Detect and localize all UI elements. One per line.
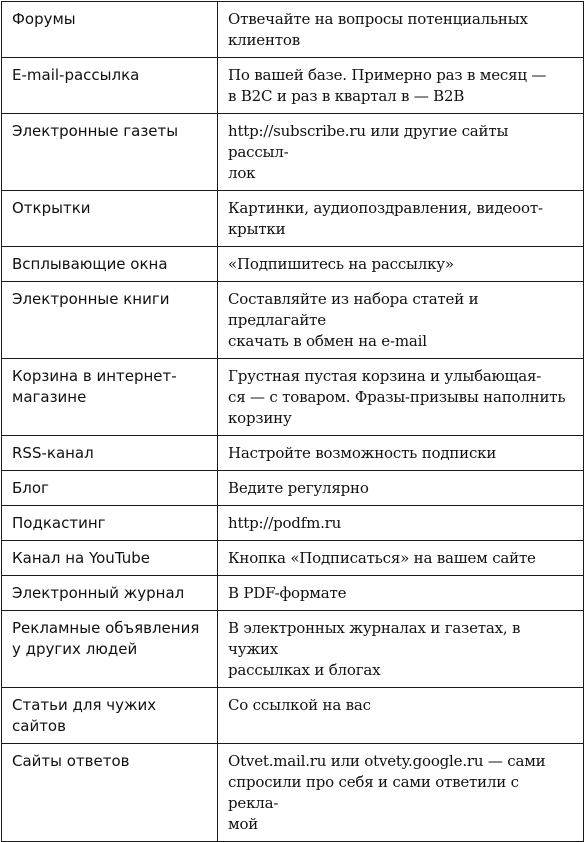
channel-name-cell xyxy=(2,114,218,191)
channel-description: Ведите регулярно xyxy=(228,479,369,497)
channel-name-cell xyxy=(2,2,218,58)
table-row xyxy=(2,58,584,114)
channel-description: По вашей базе. Примерно раз в месяц — в B2C и раз в квартал в — B2B xyxy=(228,66,547,105)
channel-name: Электронные газеты xyxy=(12,122,179,140)
channel-description: Настройте возможность подписки xyxy=(228,444,497,462)
channel-description-cell xyxy=(218,191,584,247)
channel-description: http://podfm.ru xyxy=(228,514,342,532)
channel-name-cell xyxy=(2,688,218,744)
channel-name: Канал на YouTube xyxy=(12,549,150,567)
channel-name-cell xyxy=(2,744,218,842)
table-row xyxy=(2,282,584,359)
channel-name-cell xyxy=(2,247,218,282)
table-row xyxy=(2,191,584,247)
channel-description-cell xyxy=(218,58,584,114)
channel-description: В PDF-формате xyxy=(228,584,347,602)
table-row xyxy=(2,688,584,744)
channel-name: Рекламные объявления у других людей xyxy=(12,619,200,658)
channel-name-cell xyxy=(2,58,218,114)
channel-name-cell xyxy=(2,191,218,247)
table-row xyxy=(2,247,584,282)
channel-description-cell xyxy=(218,744,584,842)
table-body xyxy=(2,2,584,842)
channel-name: Статьи для чужих сайтов xyxy=(12,696,157,735)
table-row xyxy=(2,359,584,436)
channel-name: Блог xyxy=(12,479,49,497)
table-row xyxy=(2,471,584,506)
channel-name: Всплывающие окна xyxy=(12,255,168,273)
channel-name: Сайты ответов xyxy=(12,752,130,770)
channel-name: Электронные книги xyxy=(12,290,170,308)
channel-name-cell xyxy=(2,611,218,688)
channel-description: «Подпишитесь на рассылку» xyxy=(228,255,454,273)
table-row xyxy=(2,436,584,471)
channel-description: В электронных журналах и газетах, в чужих рассылках и блогах xyxy=(228,619,521,679)
channel-name: RSS-канал xyxy=(12,444,94,462)
channel-description-cell xyxy=(218,436,584,471)
channel-description-cell xyxy=(218,576,584,611)
table-row xyxy=(2,114,584,191)
channel-name: E-mail-рассылка xyxy=(12,66,140,84)
channel-name-cell xyxy=(2,576,218,611)
channel-description: Otvet.mail.ru или otvety.google.ru — сами спросили про себя и сами ответили с рекла- мой xyxy=(228,752,546,833)
channel-name: Электронный журнал xyxy=(12,584,185,602)
table-row xyxy=(2,611,584,688)
channel-description-cell xyxy=(218,359,584,436)
channel-description-cell xyxy=(218,506,584,541)
channel-description: Составляйте из набора статей и предлагайте скачать в обмен на e-mail xyxy=(228,290,479,350)
channel-description-cell xyxy=(218,688,584,744)
channel-name-cell xyxy=(2,359,218,436)
channel-description: http://subscribe.ru или другие сайты рассыл- лок xyxy=(228,122,509,182)
channel-description-cell xyxy=(218,471,584,506)
table-row xyxy=(2,744,584,842)
channel-name: Форумы xyxy=(12,10,76,28)
channel-name-cell xyxy=(2,541,218,576)
channel-name: Открытки xyxy=(12,199,91,217)
channel-description-cell xyxy=(218,541,584,576)
subscription-channels-table xyxy=(1,1,584,842)
channel-name: Подкастинг xyxy=(12,514,106,532)
channel-name-cell xyxy=(2,506,218,541)
subscription-channels-table-container xyxy=(0,1,584,833)
table-row xyxy=(2,506,584,541)
channel-description: Грустная пустая корзина и улыбающая- ся — с товаром. Фразы-призывы наполнить корзину xyxy=(228,367,566,427)
channel-description-cell xyxy=(218,611,584,688)
channel-description-cell xyxy=(218,282,584,359)
channel-name: Корзина в интернет- магазине xyxy=(12,367,177,406)
channel-description: Со ссылкой на вас xyxy=(228,696,371,714)
table-row xyxy=(2,541,584,576)
channel-name-cell xyxy=(2,436,218,471)
channel-description: Картинки, аудиопоздравления, видеоот- крытки xyxy=(228,199,543,238)
channel-name-cell xyxy=(2,471,218,506)
channel-name-cell xyxy=(2,282,218,359)
channel-description: Отвечайте на вопросы потенциальных клиентов xyxy=(228,10,528,49)
channel-description: Кнопка «Подписаться» на вашем сайте xyxy=(228,549,536,567)
channel-description-cell xyxy=(218,2,584,58)
channel-description-cell xyxy=(218,247,584,282)
table-row xyxy=(2,576,584,611)
table-row xyxy=(2,2,584,58)
channel-description-cell xyxy=(218,114,584,191)
